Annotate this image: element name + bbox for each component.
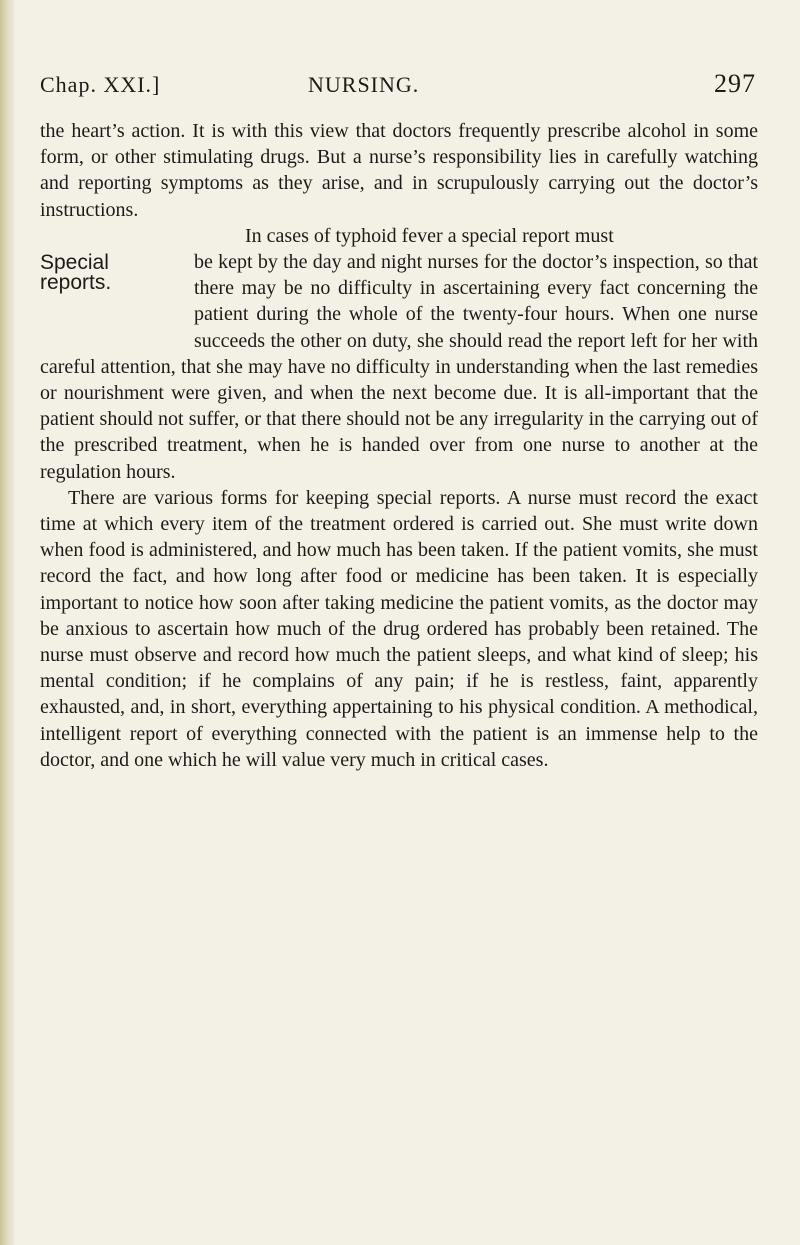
sidenote-line-1: Special bbox=[40, 251, 109, 275]
paragraph-2-lead: In cases of typhoid fever a special report must bbox=[245, 224, 614, 247]
sidenote-line-2: reports. bbox=[40, 271, 112, 295]
body-text bbox=[40, 118, 758, 773]
sidenote-special-reports bbox=[40, 253, 184, 331]
running-head bbox=[40, 69, 756, 104]
paragraph-2-body: be kept by the day and night nurses for the doctor’s inspection, so that there may be no difficulty in ascertaining every fact concerning the patient during the whole of the twenty-four hours. When one nurse succeeds the other on duty, she should read the report left for her with careful attention, that she may have no difficulty in understanding when the last remedies or nourishment were given, and when the next become due. It is all-important that the patient should not suffer, or that there should not be any irregularity in the carrying out of the prescribed treatment, when he is handed over from one nurse to another at the regulation hours. bbox=[40, 251, 758, 483]
running-title: NURSING. bbox=[308, 72, 420, 97]
paragraph-1: the heart’s action. It is with this view that doctors frequently prescribe alcohol in some form, or other stimulating drugs. But a nurse’s responsibility lies in carefully watching and reporting symptoms as they arise, and in scrupulously carrying out the doctor’s instructions. bbox=[40, 120, 758, 221]
binding-edge bbox=[0, 0, 14, 1245]
paragraph-2 bbox=[40, 223, 758, 485]
chapter-label: Chap. XXI.] bbox=[40, 72, 161, 97]
paragraph-3: There are various forms for keeping special reports. A nurse must record the exact time at which every item of the treatment ordered is carried out. She must write down when food is administered, and how much has been taken. If the patient vomits, she must record the fact, and how long after food or medicine has been taken. It is especially important to notice how soon after taking medicine the patient vomits, as the doctor may be anxious to ascertain how much of the drug ordered has probably been retained. The nurse must observe and record how much the patient sleeps, and what kind of sleep; his mental condition; if he complains of any pain; if he is restless, faint, apparently exhausted, and, in short, everything appertaining to his physical condition. A methodical, intelligent report of everything connected with the patient is an immense help to the doctor, and one which he will value very much in critical cases. bbox=[40, 486, 758, 771]
page-number: 297 bbox=[714, 69, 756, 98]
